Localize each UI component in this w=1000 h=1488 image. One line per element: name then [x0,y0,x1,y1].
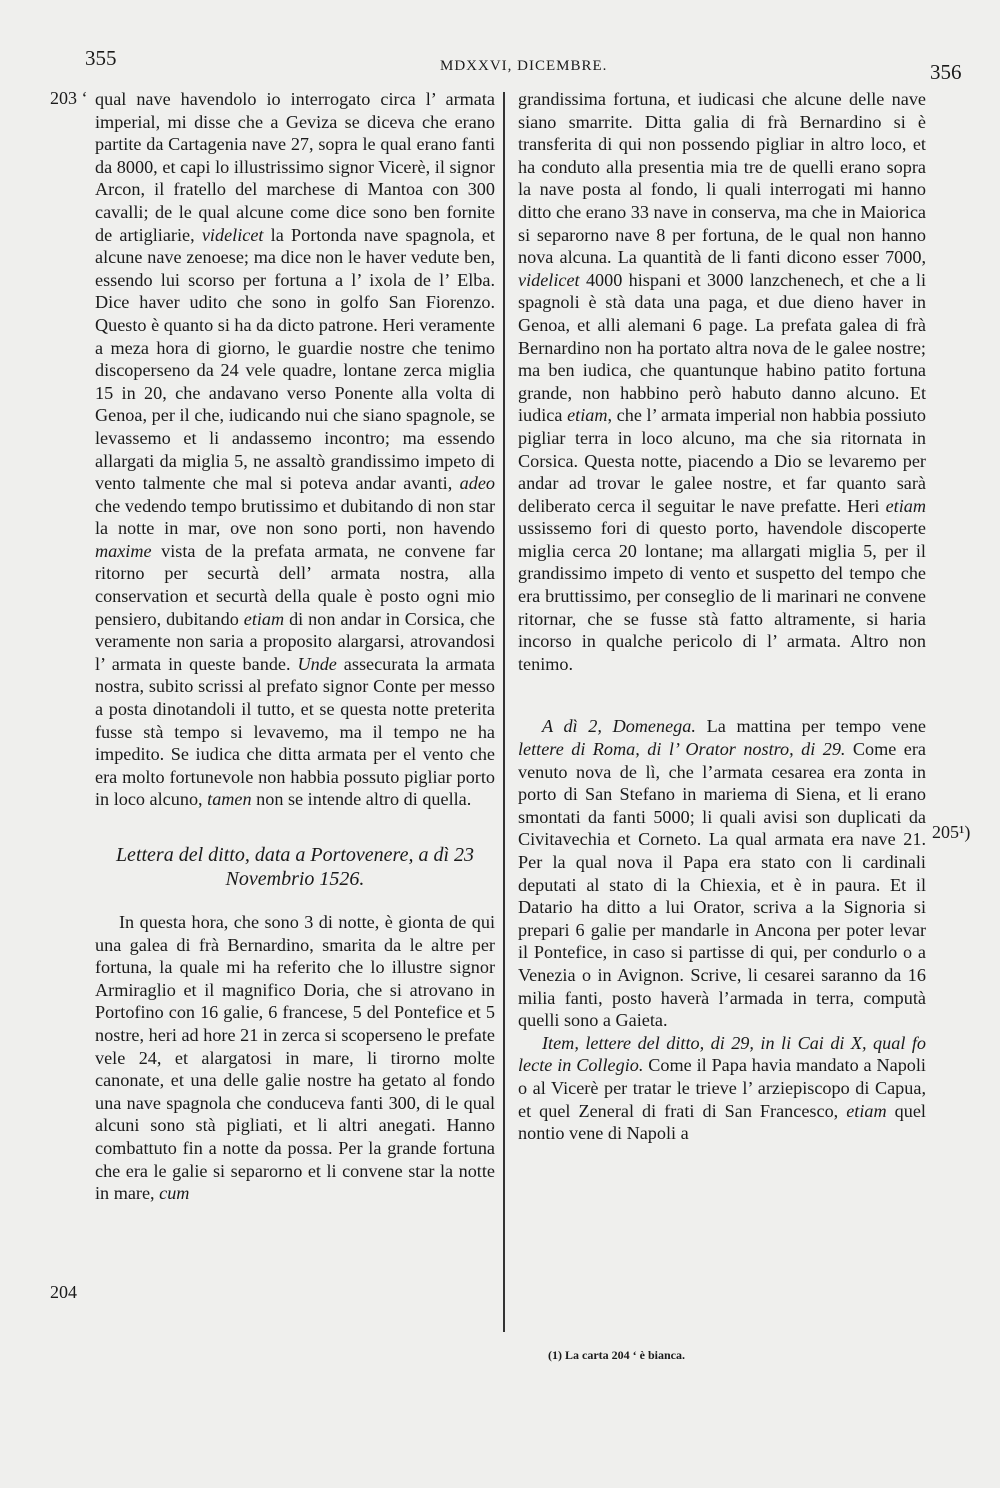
text-run: La mattina per tempo vene [695,716,927,737]
italic-text: etiam [567,405,608,426]
text-run: Come il Papa havia mandato a Napoli o al Vicerè per tratar le trieve l’ arziepiscopo di Capua, et quel Zeneral di frati di San Francesco, [518,1055,926,1121]
text-run: Come era venuto nova de lì, che l’armata cesarea era zonta in porto di San Stefano in mariema di Siena, et li erano smontati da fanti 5000; li quali avisi son duplicati da Civitavechia et Corneto. La qual armata era nave 21. Per la qual nova il Papa era stato con li cardinali deputati al stato di la Chiexia, et è in paura. Et il Datario ha ditto a lui Orator, scriva a la Signoria si prepari 6 galie per mandarle in Ancona per poter levar il Pontefice, in caso si partisse di qui, per condurlo o a Venezia o in Avignon. Scrive, li cesarei saranno da 16 milia fanti, posto haverà l’armada in terra, computà quelli sono a Gaieta. [518,739,926,1031]
italic-text: cum [159,1183,190,1204]
footnote: (1) La carta 204 ‘ è bianca. [548,1348,685,1362]
italic-text: adeo [459,473,495,494]
italic-text: tamen [207,789,252,810]
text-run: la Portonda nave spagnola, et alcune nave zenoese; ma dice non le haver vedute ben, essendo lui scorso per fortuna a l’ ixola de l’ Elba. Dice haver udito che sono in golfo San Fiorenzo. Questo è quanto si ha da dicto patrone. Heri veramente a meza hora di giorno, le guardie nostre che tenimo discoperseno da 24 vele quadre, lontane zerca miglia 15 in 20, che andavano verso Ponente alla volta di Genoa, per il che, iudicando nui che siano spagnole, se levassemo et li andassemo incontro; ma essendo allargati da miglia 5, ne assaltò grandissimo impeto di vento talmente che mal si poteva andar avanti, [95,224,495,494]
italic-text: videlicet [201,224,264,245]
text-run: In questa hora, che sono 3 di notte, è gionta de qui una galea di frà Bernardino, smarita da le altre per fortuna, la quale mi ha referito che lo illustre signor Armiraglio et il magnifico Doria, che si atrovano in Portofino con 16 galie, 6 francese, 5 del Pontefice et 5 nostre, heri ad hore 21 in zerca si scoperseno le prefate vele 24, et alargatosi in mare, li tirorno molte canonate, et una delle galie nostre ha getato al fondo una nave spagnola che conduceva fanti 300, di le qual alcuni sono stà pigliati, et li altri anegati. Hanno combattuto fin a notte da possa. Per la grande fortuna che era le galie si separorno et li convene star la notte in mare, [95,912,495,1204]
margin-note-205: 205¹) [932,822,971,842]
right-column [518,88,926,1145]
text-run: , che l’ armata imperial non habbia possiuto pigliar terra in loco alcuno, ma che sia ritornata in Corsica. Questa notte, piacendo a Dio se levaremo per andar ad trovar le galee nostre, et far quanto sarà deliberato cerca il seguitar le nave prefatte. Heri [518,405,926,516]
running-head: MDXXVI, DICEMBRE. [440,58,608,74]
column-divider [503,92,505,1332]
paragraph [95,911,495,1205]
italic-text: A dì 2, Domenega. [542,716,696,737]
margin-note-203: 203 ‘ [50,88,88,108]
italic-text: Unde [297,653,337,674]
paragraph [518,715,926,1031]
italic-text: etiam [885,495,926,516]
text-run: 4000 hispani et 3000 lanzchenech, et che a li spagnoli è stà data una paga, et due dieno haver in Genoa, et alli alemani 6 page. La prefata galea di frà Bernardino non ha portato altra nova de le galee nostre; ma ben iudica, che quantunque habino patito fortuna grande, non habbino però habuto danno alcuno. Et iudica [518,269,926,426]
italic-text: maxime [95,540,152,561]
paragraph [95,88,495,811]
text-run: ussissemo fori di questo porto, havendole discoperte miglia cerca 20 lontane; ma allargati miglia 5, per il grandissimo impeto di vento et suspetto del tempo che era bruttissimo, per conseglio de li marinari ne convene ritornar, che se fusse stà fatto altramente, si haria incorso in qualche pericolo di l’ armata. Altro non tenimo. [518,518,926,674]
italic-text: etiam [243,608,285,629]
text-run: quel nontio vene di Napoli a [518,1100,926,1144]
letter-heading: Lettera del ditto, data a Portovenere, a dì 23 Novembrio 1526. [115,844,475,890]
text-run: di non andar in Corsica, che veramente non saria a proposito alargarsi, atrovandosi l’ armata in queste bande. [95,608,495,674]
italic-text: videlicet [518,269,580,290]
paragraph [518,1032,926,1145]
text-run: qual nave havendolo io interrogato circa l’ armata imperial, mi disse che a Geviza se diceva che erano partite da Cartagenia nave 27, sopra le qual erano fanti da 8000, et capi lo illustrissimo signor Vicerè, il signor Arcon, il fratello del marchese di Mantoa con 300 cavalli; de le qual alcune come dice sono ben fornite de artigliarie, [95,89,495,245]
margin-note-204: 204 [50,1282,77,1302]
italic-text: lettere di Roma, di l’ Orator nostro, di 29. [518,739,846,760]
italic-text: etiam [846,1100,887,1121]
page-number-right: 356 [930,60,962,84]
paragraph [518,88,926,675]
text-run: vista de la prefata armata, ne convene far ritorno per securtà dell’ armata nostra, alla conservation et securtà della quale è posto ogni mio pensiero, dubitando [95,540,495,629]
text-run: assecurata la armata nostra, subito scrissi al prefato signor Conte per messo a posta dinotandoli il tutto, et se questa notte preterita fusse stà tempo si levavemo, ma il tempo ne ha impedito. Se iudica che ditta armata per el vento che era molto fortunevole non habbia possuto pigliar porto in loco alcuno, [95,653,495,810]
italic-text: Item, lettere del ditto, di 29, in li Cai di X, qual fo lecte in Collegio. [518,1032,926,1076]
text-run: grandissima fortuna, et iudicasi che alcune delle nave siano smarrite. Ditta galia di frà Bernardino si è transferita di qui non possendo pigliar in altro loco, et ha conduto alla presentia mia tre de quelli erano sopra la nave posta al fondo, li quali interrogati mi hanno ditto che erano 33 nave in conserva, ma che in Maiorica si separorno nave 8 per fortuna, de le qual non hanno nova alcuna. La quantità de li fanti dicono esser 7000, [518,89,926,268]
left-column [95,88,495,1205]
text-run: non se intende altro di quella. [251,789,472,810]
text-run: che vedendo tempo brutissimo et dubitando di non star la notte in mar, ove non sono porti, non havendo [95,495,495,539]
page-number-left: 355 [85,46,117,70]
